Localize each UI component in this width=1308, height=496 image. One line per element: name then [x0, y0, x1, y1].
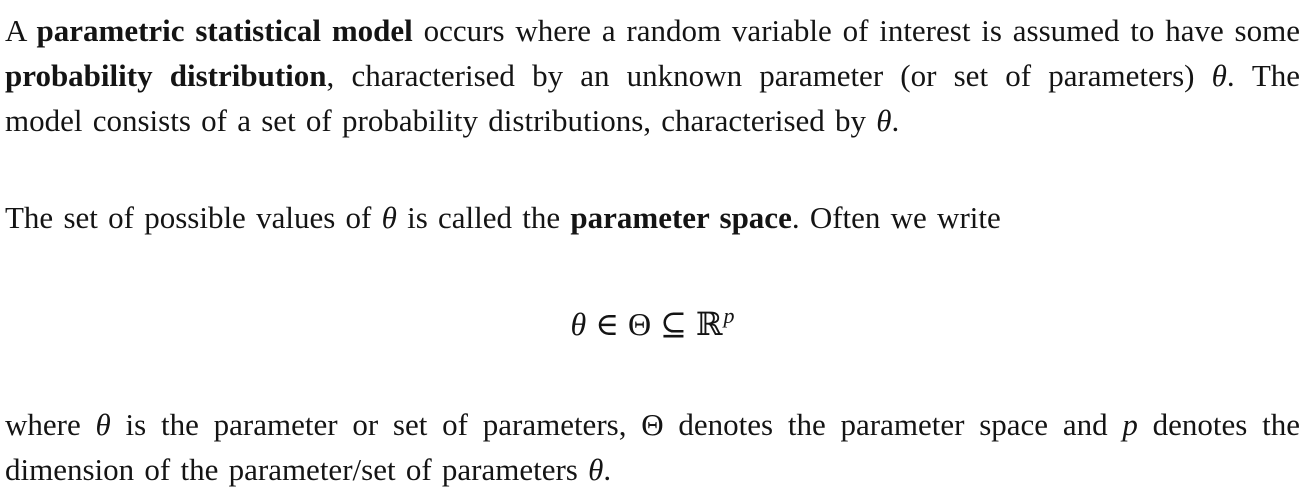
subset-equal-symbol: ⊆: [660, 306, 687, 342]
text-segment: is the parameter or set of parameters,: [110, 407, 642, 442]
text-segment: is called the: [396, 200, 571, 235]
text-segment: occurs where a random variable of interest is assumed to have some: [412, 13, 1300, 48]
text-segment: , characterised by an unknown parameter (or set of parameters): [326, 58, 1212, 93]
text-segment: .: [603, 452, 612, 487]
text-segment: where: [5, 407, 96, 442]
theta-symbol: θ: [381, 200, 397, 235]
display-equation: [5, 304, 1300, 344]
exponent-p: p: [723, 303, 735, 329]
text-segment: A: [5, 13, 37, 48]
text-segment: . The model consists of a set of probability distributions, characterised by: [5, 58, 1301, 138]
theta-symbol: θ: [570, 306, 587, 342]
theta-symbol: θ: [588, 452, 604, 487]
text-segment: denotes the parameter space and: [663, 407, 1123, 442]
p-symbol: p: [1122, 407, 1138, 442]
theta-symbol: θ: [95, 407, 111, 442]
paragraph-2: [5, 195, 1300, 240]
reals-symbol: ℝ: [695, 305, 723, 343]
term-parameter-space: parameter space: [570, 200, 792, 235]
theta-symbol: θ: [876, 103, 892, 138]
term-probability-distribution: probability distribution: [5, 58, 327, 93]
capital-theta-symbol: Θ: [641, 407, 664, 442]
paragraph-1: [5, 8, 1300, 143]
element-of-symbol: ∈: [595, 306, 619, 342]
paragraph-3: [5, 402, 1300, 492]
text-segment: . Often we write: [791, 200, 1001, 235]
theta-symbol: θ: [1211, 58, 1227, 93]
capital-theta-symbol: Θ: [627, 306, 652, 342]
text-segment: The set of possible values of: [5, 200, 382, 235]
text-segment: .: [891, 103, 900, 138]
term-parametric-statistical-model: parametric statistical model: [36, 13, 413, 48]
text-segment: denotes the dimension of the parameter/set of parameters: [5, 407, 1300, 487]
